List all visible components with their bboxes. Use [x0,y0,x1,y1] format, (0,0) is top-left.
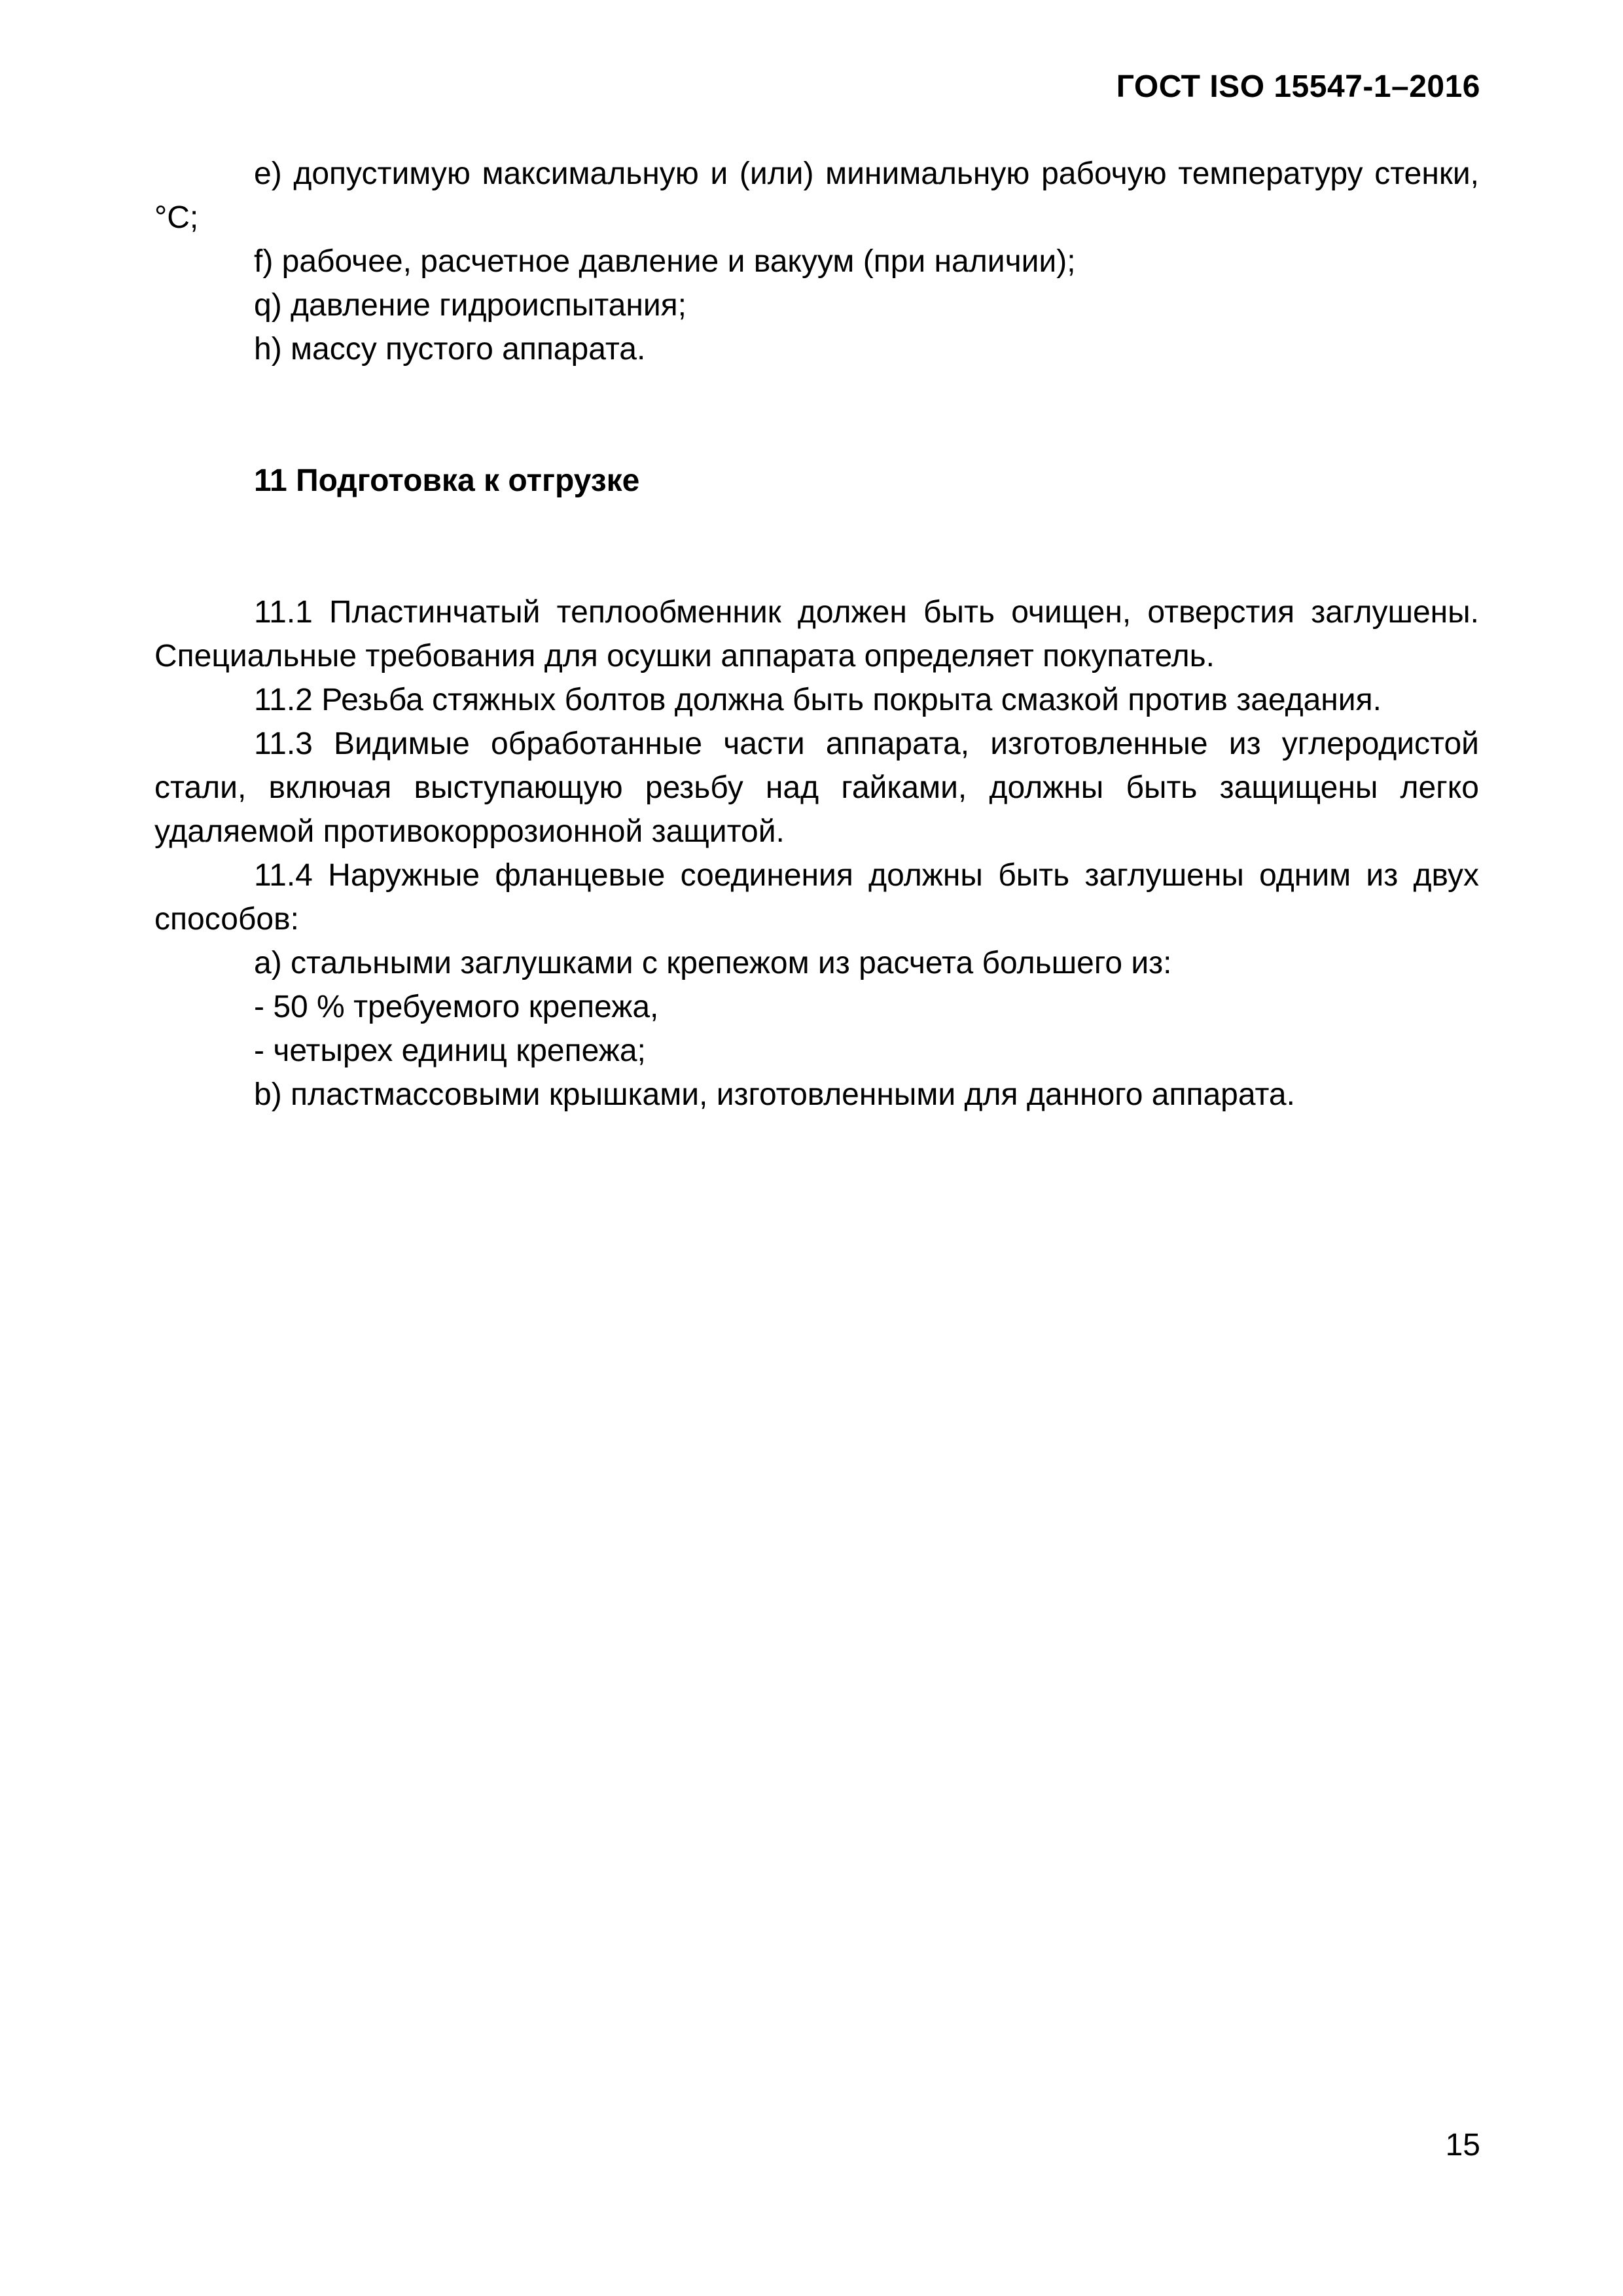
document-code-header: ГОСТ ISO 15547-1–2016 [1116,69,1480,104]
page-body [154,152,1479,1117]
list-item-b: b) пластмассовыми крышками, изготовленными для данного аппарата. [254,1077,1295,1112]
clause-11-1: 11.1 Пластинчатый теплообменник должен быть очищен, отверстия заглушены. Специальные требования для осушки аппарата определяет покупатель. [154,595,1479,673]
clause-11-4: 11.4 Наружные фланцевые соединения должны быть заглушены одним из двух способов: [154,858,1479,937]
list-item-e: e) допустимую максимальную и (или) минимальную рабочую температуру стенки, °С; [154,156,1479,235]
sub-item-four-units: - четырех единиц крепежа; [254,1033,646,1068]
section-heading: 11 Подготовка к отгрузке [254,463,640,498]
clause-11-2: 11.2 Резьба стяжных болтов должна быть покрыта смазкой против заедания. [254,683,1382,717]
sub-item-50-percent: - 50 % требуемого крепежа, [254,990,659,1024]
list-item-h: h) массу пустого аппарата. [254,332,646,367]
list-item-q: q) давление гидроиспытания; [254,288,687,323]
list-item-a: а) стальными заглушками с крепежом из расчета большего из: [254,946,1172,980]
page-number: 15 [1445,2128,1480,2162]
list-item-f: f) рабочее, расчетное давление и вакуум (при наличии); [254,244,1076,279]
clause-11-3: 11.3 Видимые обработанные части аппарата, изготовленные из углеродистой стали, включая выступающую резьбу над гайками, должны быть защищены легко удаляемой противокоррозионной защитой. [154,726,1479,849]
